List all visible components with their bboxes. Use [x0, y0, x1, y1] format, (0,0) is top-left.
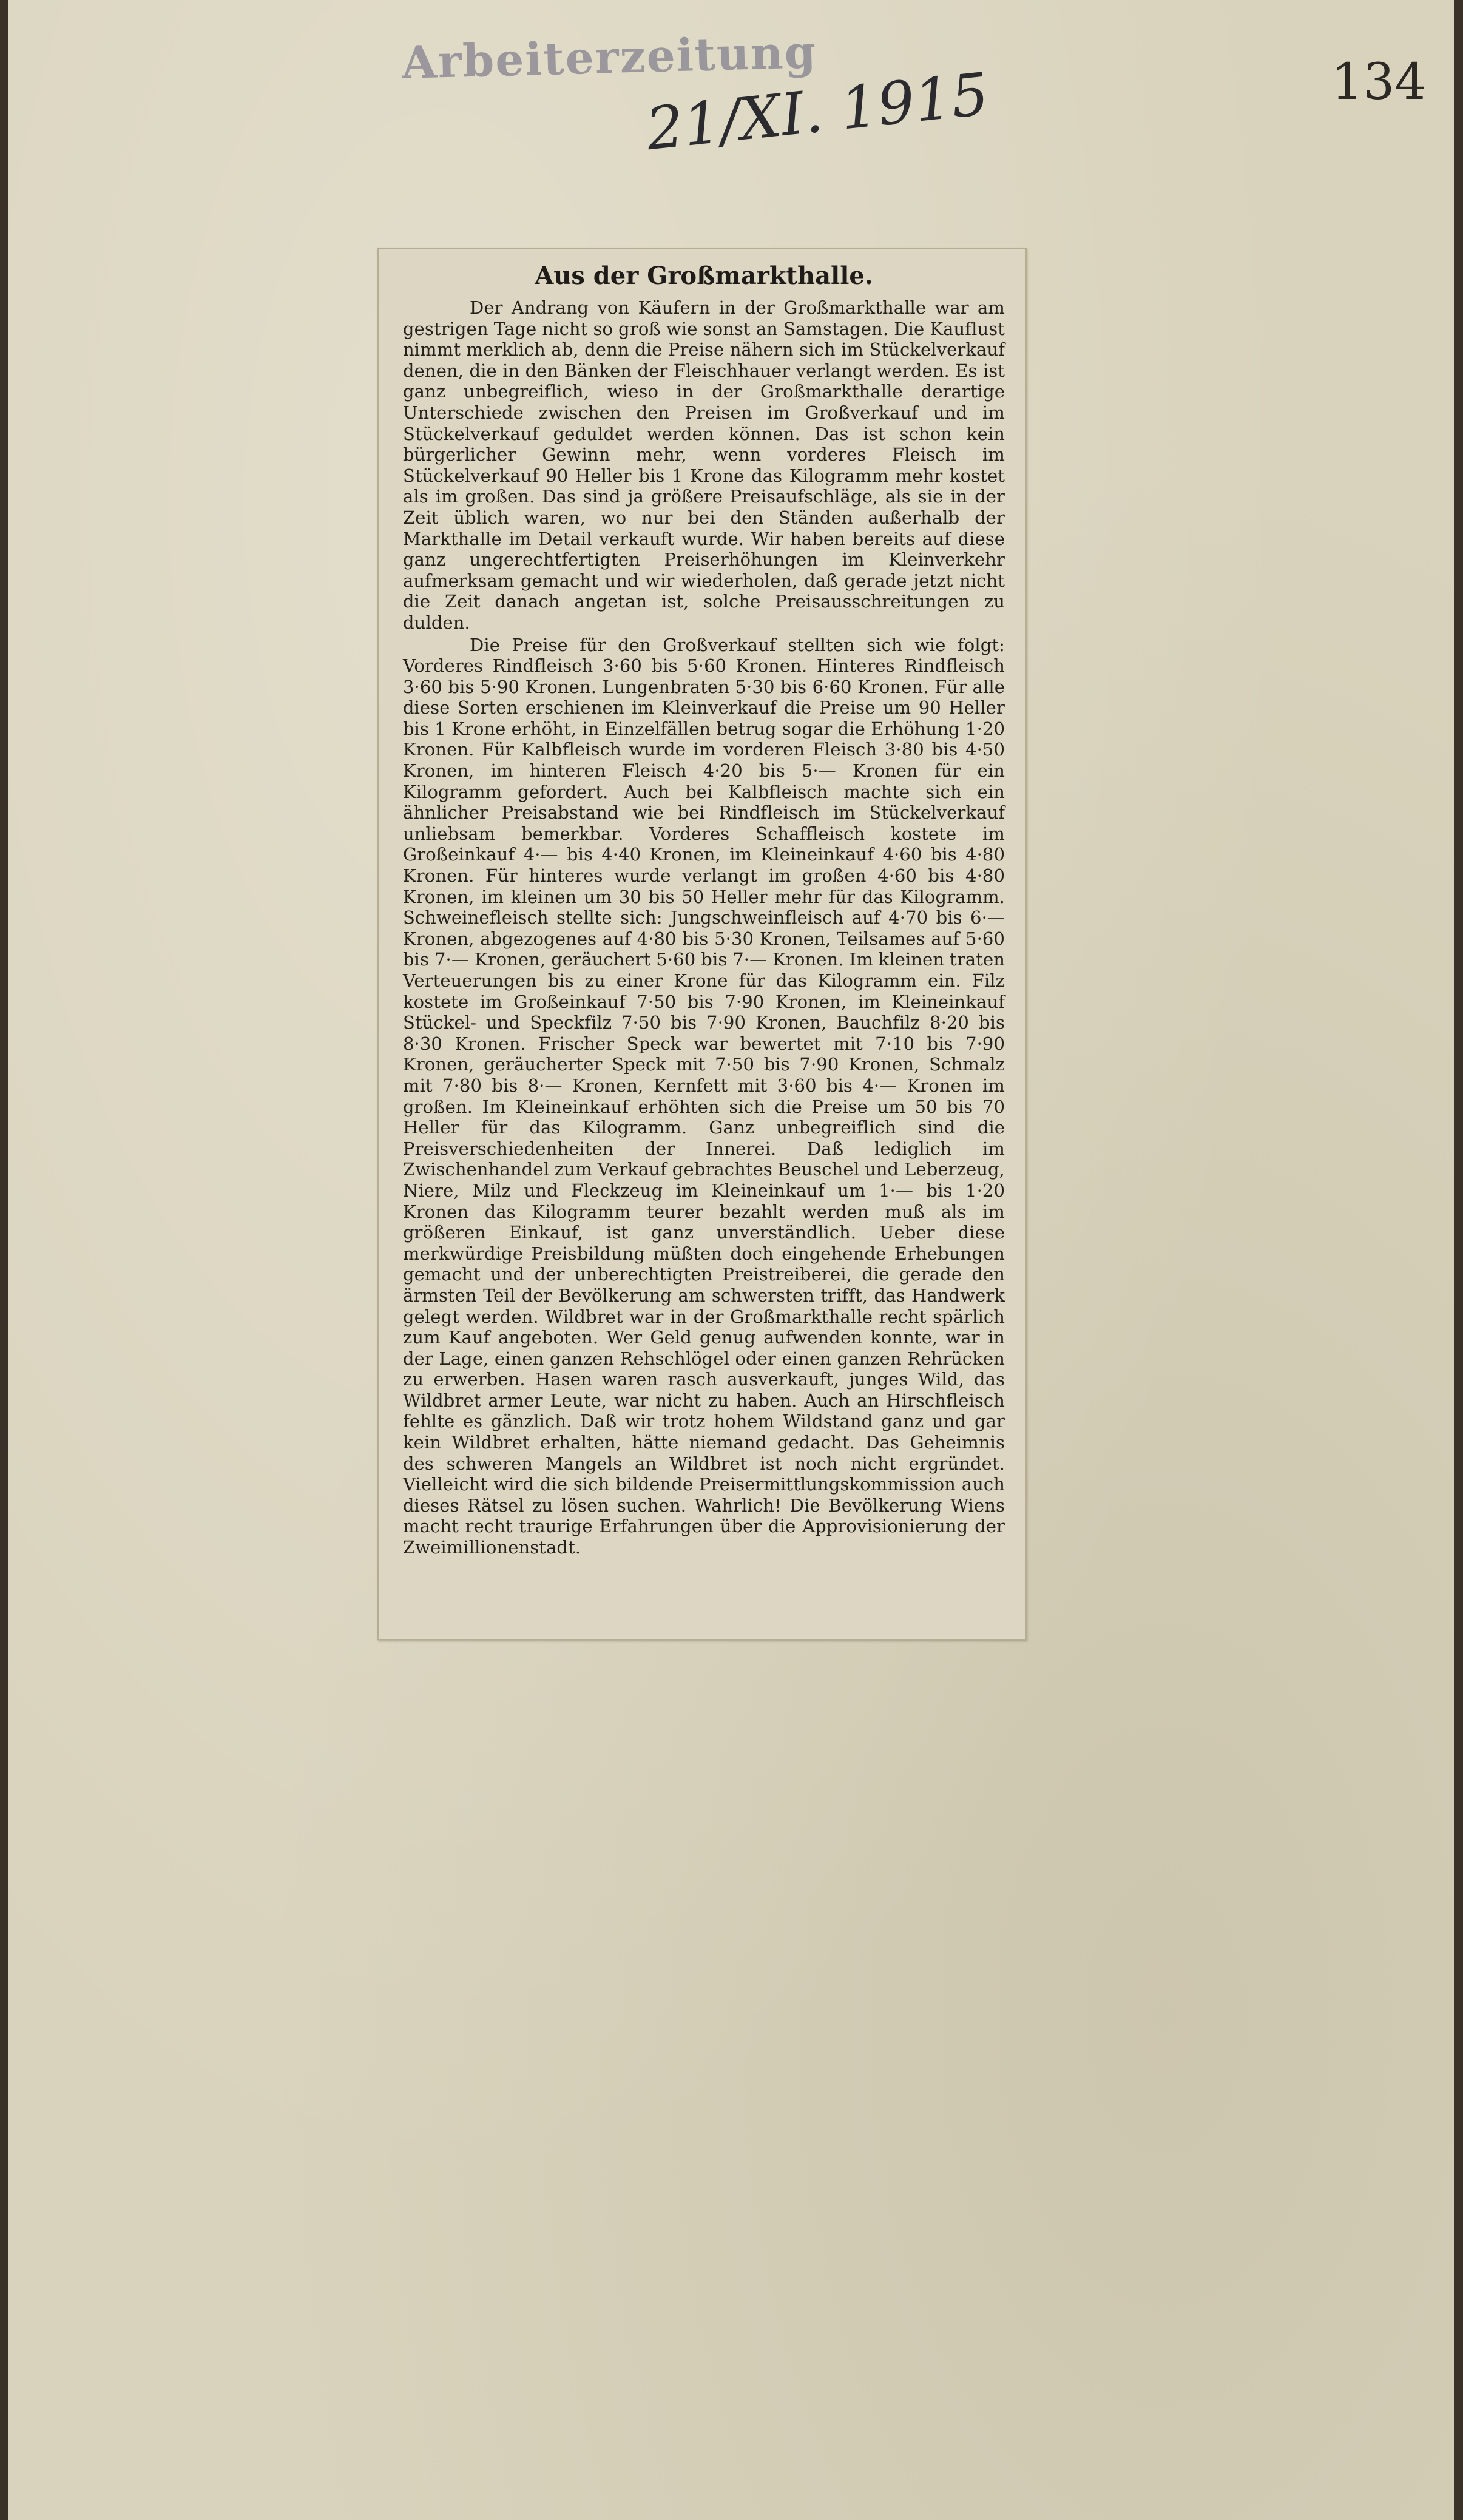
page-number: 134 — [1331, 53, 1427, 111]
newspaper-stamp: Arbeiterzeitung — [400, 26, 818, 89]
article-paragraph-2: Die Preise für den Großverkauf stellten sich wie folgt: Vorderes Rindfleisch 3·60 bis 5·60 Kronen. Hinteres Rindfleisch 3·60 bis 5·90 Kronen. Lungenbraten 5·30 bis 6·60 Kronen. Für alle diese Sorten erschienen im Kleinverkauf die Preise um 90 Heller bis 1 Krone erhöht, in Einzelfällen betrug sogar die Erhöhung 1·20 Kronen. Für Kalbfleisch wurde im vorderen Fleisch 3·80 bis 4·50 Kronen, im hinteren Fleisch 4·20 bis 5·— Kronen für ein Kilogramm gefordert. Auch bei Kalbfleisch machte sich ein ähnlicher Preisabstand wie bei Rindfleisch im Stückelverkauf unliebsam bemerkbar. Vorderes Schaffleisch kostete im Großeinkauf 4·— bis 4·40 Kronen, im Kleineinkauf 4·60 bis 4·80 Kronen. Für hinteres wurde verlangt im großen 4·60 bis 4·80 Kronen, im kleinen um 30 bis 50 Heller mehr für das Kilogramm. Schweinefleisch stellte sich: Jungschweinfleisch auf 4·70 bis 6·— Kronen, abgezogenes auf 4·80 bis 5·30 Kronen, Teilsames auf 5·60 bis 7·— Kronen, geräuchert 5·60 bis 7·— Kronen. Im kleinen traten Verteuerungen bis zu einer Krone für das Kilogramm ein. Filz kostete im Großeinkauf 7·50 bis 7·90 Kronen, im Kleineinkauf Stückel- und Speckfilz 7·50 bis 7·90 Kronen, Bauchfilz 8·20 bis 8·30 Kronen. Frischer Speck war bewertet mit 7·10 bis 7·90 Kronen, geräucherter Speck mit 7·50 bis 7·90 Kronen, Schmalz mit 7·80 bis 8·— Kronen, Kernfett mit 3·60 bis 4·— Kronen im großen. Im Kleineinkauf erhöhten sich die Preise um 50 bis 70 Heller für das Kilogramm. Ganz unbegreiflich sind die Preisverschiedenheiten der Innerei. Daß lediglich im Zwischenhandel zum Verkauf gebrachtes Beuschel und Leberzeug, Niere, Milz und Fleckzeug im Kleineinkauf um 1·— bis 1·20 Kronen das Kilogramm teurer bezahlt werden muß als im größeren Einkauf, ist ganz unverständlich. Ueber diese merkwürdige Preisbildung müßten doch eingehende Erhebungen gemacht und der unberechtigten Preistreiberei, die gerade den ärmsten Teil der Bevölkerung am schwersten trifft, das Handwerk gelegt werden. Wildbret war in der Großmarkthalle recht spärlich zum Kauf angeboten. Wer Geld genug aufwenden konnte, war in der Lage, einen ganzen Rehschlögel oder einen ganzen Rehrücken zu erwerben. Hasen waren rasch ausverkauft, junges Wild, das Wildbret armer Leute, war nicht zu haben. Auch an Hirschfleisch fehlte es gänzlich. Daß wir trotz hohem Wildstand ganz und gar kein Wildbret erhalten, hätte niemand gedacht. Das Geheimnis des schweren Mangels an Wildbret ist noch nicht ergründet. Vielleicht wird die sich bildende Preisermittlungskommission auch dieses Rätsel zu lösen suchen. Wahrlich! Die Bevölkerung Wiens macht recht traurige Erfahrungen über die Approvisionierung der Zweimillionenstadt. — [403, 634, 1005, 1558]
handwritten-date: 21/XI. 1915 — [643, 59, 992, 164]
newspaper-clipping — [377, 248, 1027, 1640]
article-title: Aus der Großmarkthalle. — [535, 262, 873, 290]
archive-sheet — [8, 0, 1454, 2520]
article-paragraph-1: Der Andrang von Käufern in der Großmarkthalle war am gestrigen Tage nicht so groß wie sonst an Samstagen. Die Kauflust nimmt merklich ab, denn die Preise nähern sich im Stückelverkauf denen, die in den Bänken der Fleischhauer verlangt werden. Es ist ganz unbegreiflich, wieso in der Großmarkthalle derartige Unterschiede zwischen den Preisen im Großverkauf und im Stückelverkauf geduldet werden können. Das ist schon kein bürgerlicher Gewinn mehr, wenn vorderes Fleisch im Stückelverkauf 90 Heller bis 1 Krone das Kilogramm mehr kostet als im großen. Das sind ja größere Preisaufschläge, als sie in der Zeit üblich waren, wo nur bei den Ständen außerhalb der Markthalle im Detail verkauft wurde. Wir haben bereits auf diese ganz ungerechtfertigten Preiserhöhungen im Kleinverkehr aufmerksam gemacht und wir wiederholen, daß gerade jetzt nicht die Zeit danach angetan ist, solche Preisausschreitungen zu dulden. — [403, 297, 1005, 633]
